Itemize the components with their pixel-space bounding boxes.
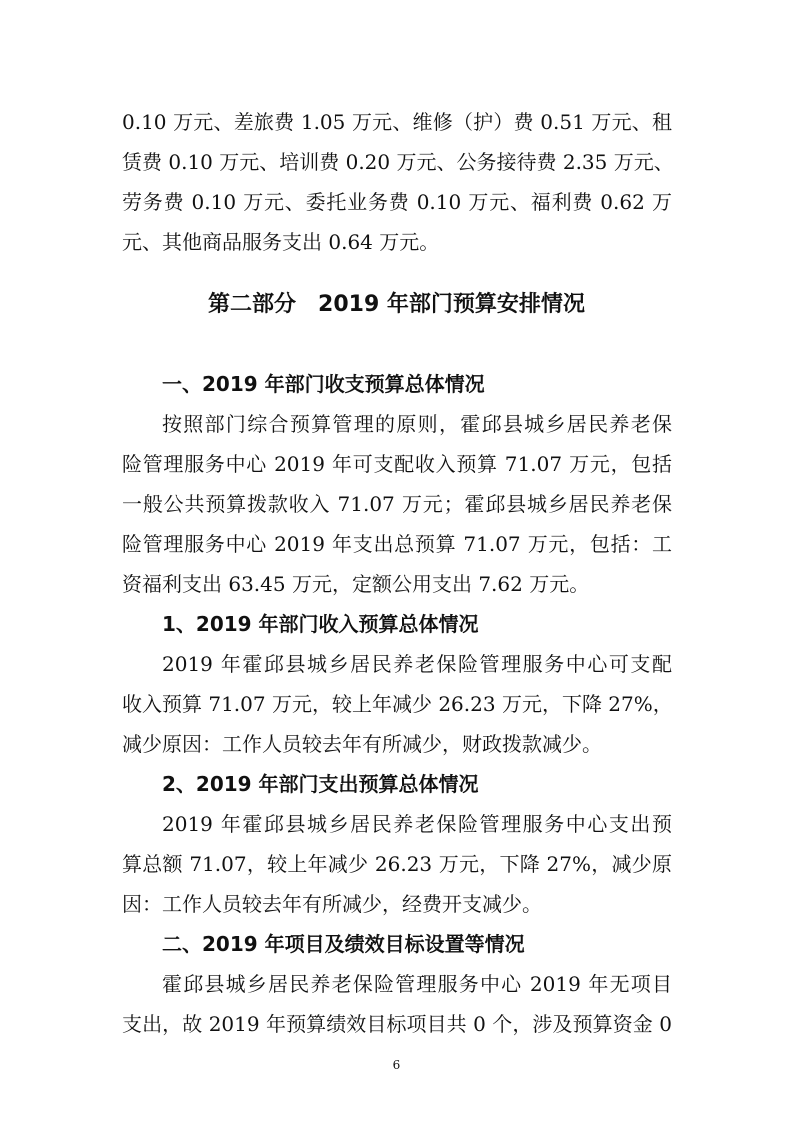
continued-paragraph-line-4: 元、其他商品服务支出 0.64 万元。	[122, 230, 440, 254]
paragraph-3-line-1: 2019 年霍邱县城乡居民养老保险管理服务中心支出预	[162, 812, 672, 836]
section-heading-2: 1、2019 年部门收入预算总体情况	[162, 612, 479, 636]
paragraph-4-line-2: 支出，故 2019 年预算绩效目标项目共 0 个，涉及预算资金 0	[122, 1012, 672, 1036]
paragraph-2-line-2: 收入预算 71.07 万元，较上年减少 26.23 万元，下降 27%，	[122, 692, 673, 716]
page-number: 6	[392, 1058, 401, 1072]
paragraph-1-line-3: 一般公共预算拨款收入 71.07 万元；霍邱县城乡居民养老保	[122, 492, 672, 516]
part-title: 第二部分 2019 年部门预算安排情况	[208, 292, 585, 317]
continued-paragraph-line-3: 劳务费 0.10 万元、委托业务费 0.10 万元、福利费 0.62 万	[122, 190, 672, 214]
paragraph-4-line-1: 霍邱县城乡居民养老保险管理服务中心 2019 年无项目	[162, 972, 672, 996]
section-heading-1: 一、2019 年部门收支预算总体情况	[162, 372, 485, 396]
continued-paragraph-line-2: 赁费 0.10 万元、培训费 0.20 万元、公务接待费 2.35 万元、	[122, 150, 674, 174]
paragraph-1-line-5: 资福利支出 63.45 万元，定额公用支出 7.62 万元。	[122, 572, 590, 596]
paragraph-1-line-4: 险管理服务中心 2019 年支出总预算 71.07 万元，包括：工	[122, 532, 672, 556]
paragraph-3-line-2: 算总额 71.07，较上年减少 26.23 万元，下降 27%，减少原	[122, 852, 672, 876]
paragraph-1-line-2: 险管理服务中心 2019 年可支配收入预算 71.07 万元，包括	[122, 452, 672, 476]
paragraph-2-line-1: 2019 年霍邱县城乡居民养老保险管理服务中心可支配	[162, 652, 672, 676]
section-heading-4: 二、2019 年项目及绩效目标设置等情况	[162, 932, 525, 956]
section-heading-3: 2、2019 年部门支出预算总体情况	[162, 772, 479, 796]
paragraph-3-line-3: 因：工作人员较去年有所减少，经费开支减少。	[122, 892, 542, 916]
paragraph-2-line-3: 减少原因：工作人员较去年有所减少，财政拨款减少。	[122, 732, 602, 756]
paragraph-1-line-1: 按照部门综合预算管理的原则，霍邱县城乡居民养老保	[162, 412, 672, 436]
continued-paragraph-line-1: 0.10 万元、差旅费 1.05 万元、维修（护）费 0.51 万元、租	[122, 110, 672, 134]
